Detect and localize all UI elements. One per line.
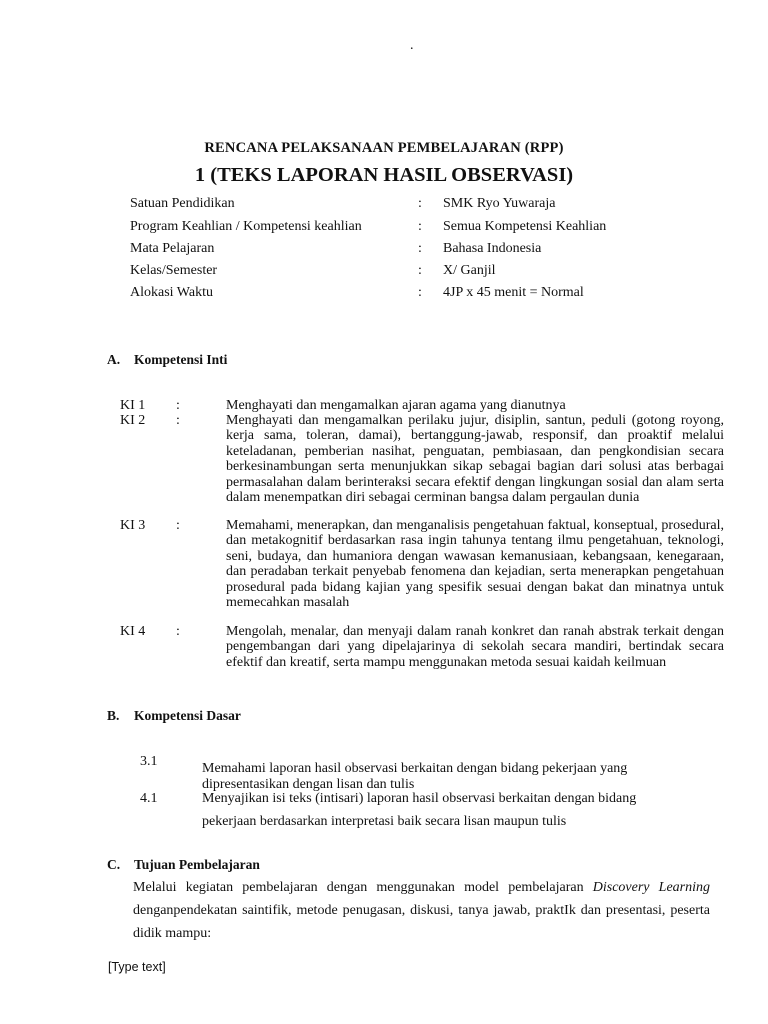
ki-colon: :	[176, 413, 180, 428]
info-row-satuan-pendidikan	[130, 196, 650, 218]
info-value: Bahasa Indonesia	[443, 241, 542, 256]
ki-colon: :	[176, 518, 180, 533]
kd-text: Memahami laporan hasil observasi berkaitan dengan bidang pekerjaan yang dipresentasikan dengan lisan dan tulis	[202, 761, 628, 792]
info-label: Kelas/Semester	[130, 263, 218, 278]
ki-text: Memahami, menerapkan, dan menganalisis pengetahuan faktual, konseptual, prosedural, dan metakognitif berdasarkan rasa ingin tahunya tentang ilmu pengetahuan, teknologi, seni, budaya, dan humaniora dengan wawasan kemanusiaan, kebangsaan, kenegaraan, dan peradaban terkait penyebab fenomena dan kejadian, serta menerapkan pengetahuan prosedural pada bidang kajian yang spesifik sesuai dengan bakat dan minatnya untuk memecahkan masalah	[226, 518, 724, 611]
section-title: Tujuan Pembelajaran	[134, 857, 260, 872]
header-dot: .	[410, 38, 414, 53]
info-colon: :	[418, 219, 422, 234]
section-letter: A.	[107, 352, 121, 367]
info-label: Program Keahlian / Kompetensi keahlian	[130, 219, 362, 234]
ki-colon: :	[176, 398, 180, 413]
para-text-after: denganpendekatan saintifik, metode penugasan, diskusi, tanya jawab, praktIk dan presentasi, peserta didik mampu:	[133, 903, 710, 941]
info-label: Alokasi Waktu	[130, 285, 213, 300]
tujuan-paragraph	[133, 876, 710, 945]
section-title: Kompetensi Inti	[134, 352, 228, 367]
info-row-kelas-semester	[130, 263, 650, 285]
kd-number: 4.1	[140, 791, 158, 806]
ki-code: KI 1	[120, 398, 146, 413]
document-subtitle: 1 (TEKS LAPORAN HASIL OBSERVASI)	[194, 164, 574, 186]
info-label: Mata Pelajaran	[130, 241, 215, 256]
ki-text: Mengolah, menalar, dan menyaji dalam ranah konkret dan ranah abstrak terkait dengan pengembangan dari yang dipelajarinya di sekolah secara mandiri, bertindak secara efektif dan kreatif, serta mampu menggunakan metoda sesuai kaidah keilmuan	[226, 624, 724, 670]
footer-placeholder: [Type text]	[108, 960, 166, 974]
info-row-mata-pelajaran	[130, 241, 650, 263]
info-value: X/ Ganjil	[443, 263, 496, 278]
ki-colon: :	[176, 624, 180, 639]
para-italic-model: Discovery Learning	[592, 880, 711, 895]
ki-text: Menghayati dan mengamalkan ajaran agama yang dianutnya	[226, 398, 566, 413]
info-colon: :	[418, 196, 422, 211]
info-value: 4JP x 45 menit = Normal	[443, 285, 584, 300]
info-colon: :	[418, 263, 422, 278]
section-letter: B.	[107, 708, 120, 723]
info-value: Semua Kompetensi Keahlian	[443, 219, 607, 234]
info-colon: :	[418, 285, 422, 300]
document-title: RENCANA PELAKSANAAN PEMBELAJARAN (RPP)	[204, 140, 564, 156]
ki-code: KI 2	[120, 413, 146, 428]
ki-code: KI 4	[120, 624, 146, 639]
para-text-before: Melalui kegiatan pembelajaran dengan menggunakan model pembelajaran	[133, 880, 593, 895]
ki-code: KI 3	[120, 518, 146, 533]
kd-number: 3.1	[140, 754, 158, 769]
info-label: Satuan Pendidikan	[130, 196, 235, 211]
info-row-alokasi-waktu	[130, 285, 650, 307]
kd-text-line2: pekerjaan berdasarkan interpretasi baik secara lisan maupun tulis	[202, 814, 567, 829]
ki-text: Menghayati dan mengamalkan perilaku jujur, disiplin, santun, peduli (gotong royong, kerja sama, toleran, damai), bertanggung-jawab, responsif, dan proaktif melalui keteladanan, pemberian nasihat, penguatan, pembiasaan, dan pengkondisian secara berkesinambungan serta menunjukkan sikap sebagai bagian dari solusi atas berbagai permasalahan dalam berinteraksi secara efektif dengan lingkungan sosial dan alam serta dalam menempatkan diri sebagai cerminan bangsa dalam pergaulan dunia	[226, 413, 724, 506]
kd-text-line1: Menyajikan isi teks (intisari) laporan hasil observasi berkaitan dengan bidang	[202, 791, 637, 806]
info-colon: :	[418, 241, 422, 256]
info-value: SMK Ryo Yuwaraja	[443, 196, 556, 211]
section-title: Kompetensi Dasar	[134, 708, 241, 723]
section-letter: C.	[107, 857, 121, 872]
info-row-program-keahlian	[130, 219, 650, 241]
